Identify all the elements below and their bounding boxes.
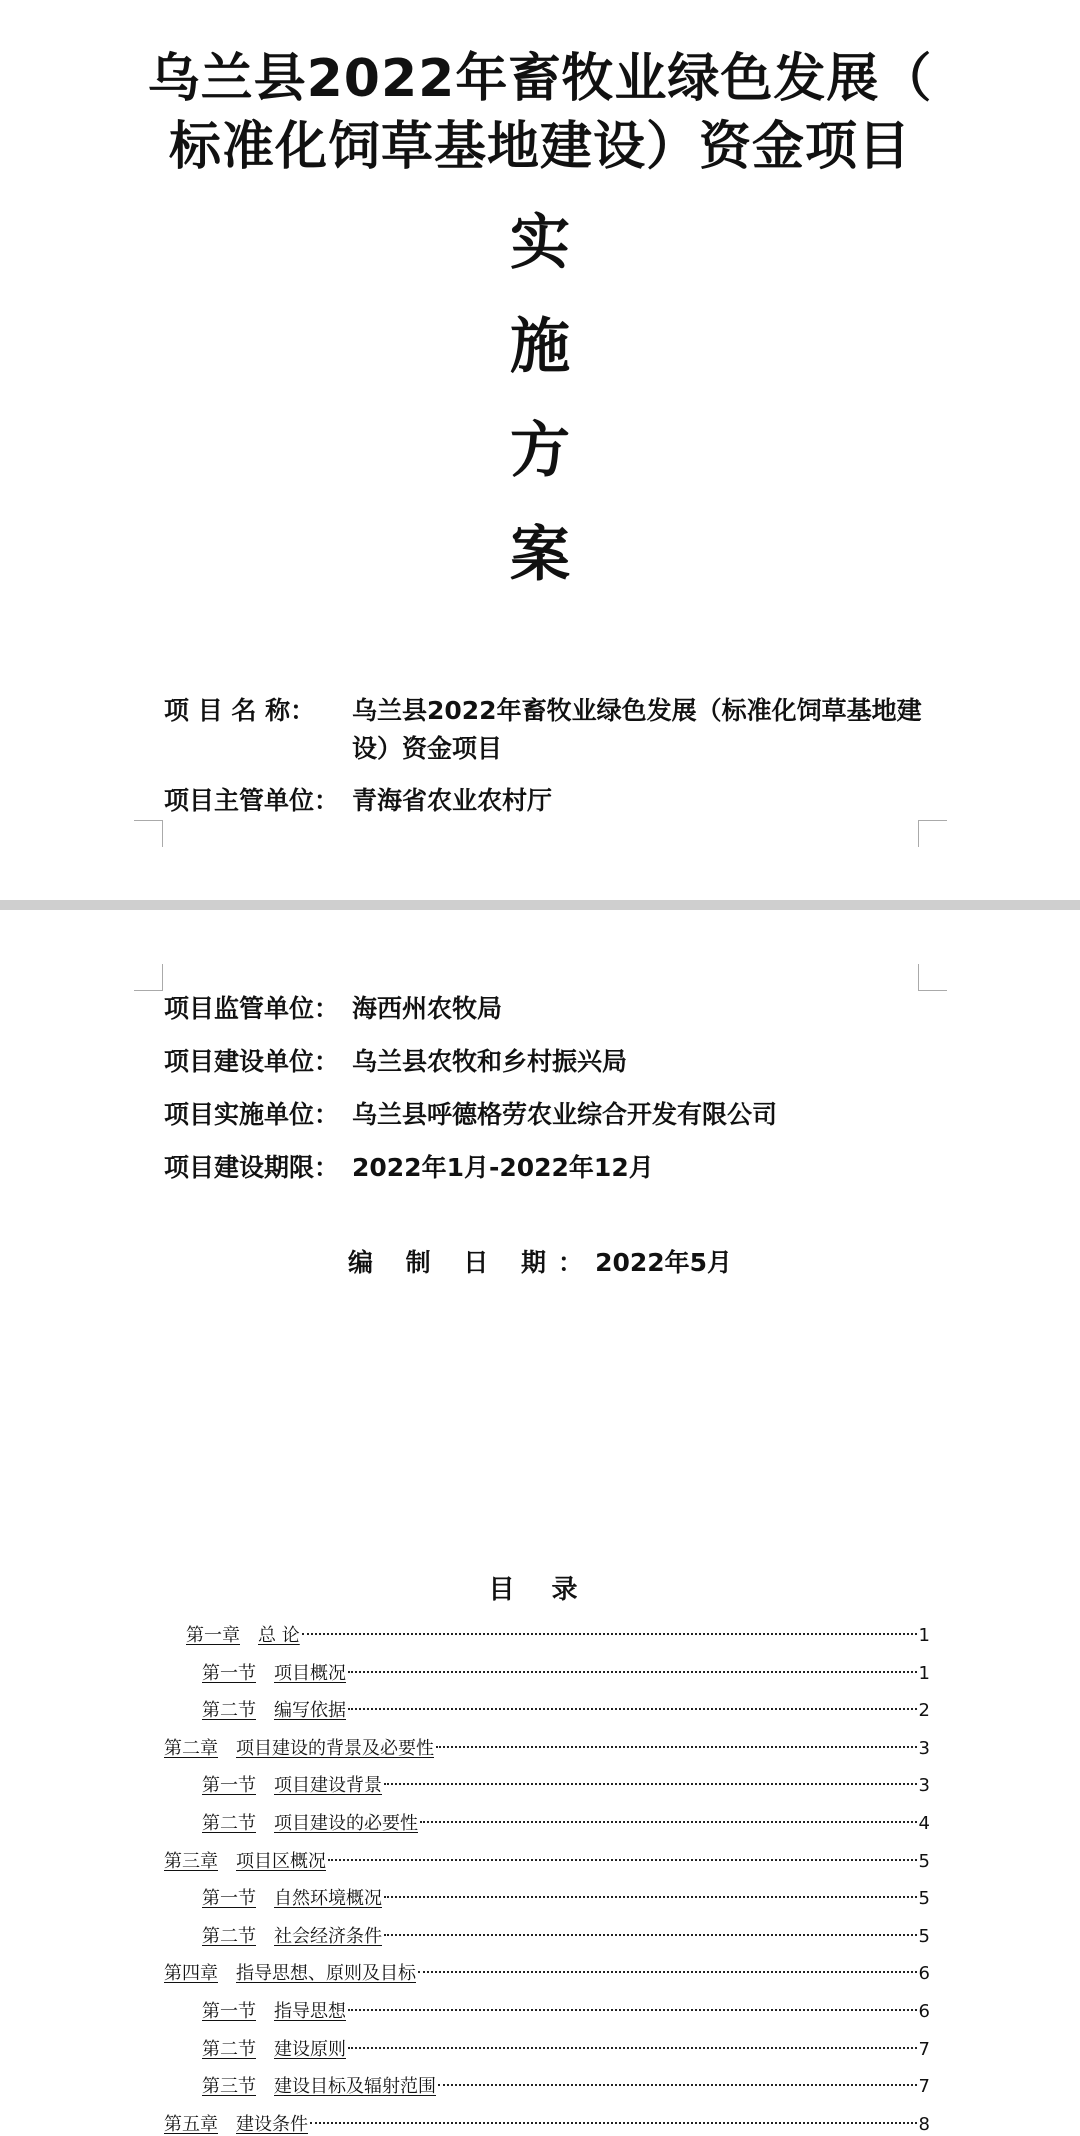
- toc-entry-page: 5: [918, 1888, 930, 1910]
- toc-entry-number: 第三章: [164, 1850, 218, 1872]
- toc-entry-number: 第二节: [202, 2038, 256, 2060]
- toc-entry-page: 8: [918, 2113, 930, 2135]
- toc-dot-leader: [348, 1669, 917, 1673]
- toc-dot-leader: [348, 2007, 917, 2011]
- toc-entry-number: 第五章: [164, 2113, 218, 2135]
- toc-entry-title: 项目建设背景: [274, 1775, 382, 1797]
- supervision-unit-label: 项目监管单位：: [164, 994, 340, 1023]
- toc-entry[interactable]: [202, 2073, 930, 2101]
- construction-period-row: [164, 1149, 922, 1187]
- toc-entry-title: 指导思想、原则及目标: [236, 1963, 416, 1985]
- toc-entry-number: 第二章: [164, 1737, 218, 1759]
- toc-entry[interactable]: [202, 1660, 930, 1688]
- page-separator: [0, 900, 1080, 910]
- toc-entry-title: 自然环境概况: [274, 1888, 382, 1910]
- toc-entry[interactable]: [164, 2111, 930, 2136]
- toc-entry-title: 项目建设的背景及必要性: [236, 1737, 434, 1759]
- toc-entry-title: 建设条件: [236, 2113, 308, 2135]
- toc-dot-leader: [302, 1631, 917, 1635]
- toc-dot-leader: [328, 1857, 917, 1861]
- toc-entry-title: 项目概况: [274, 1662, 346, 1684]
- supervision-unit-row: [164, 990, 922, 1028]
- toc-entry[interactable]: [164, 1848, 930, 1876]
- toc-dot-leader: [436, 1744, 917, 1748]
- toc-entry[interactable]: [202, 1697, 930, 1725]
- project-authority-value: 青海省农业农村厅: [352, 786, 553, 815]
- toc-entry[interactable]: [164, 1960, 930, 1988]
- toc-entry-title: 建设原则: [274, 2038, 346, 2060]
- toc-entry-title: 项目区概况: [236, 1850, 326, 1872]
- toc-dot-leader: [438, 2082, 917, 2086]
- toc-entry[interactable]: [186, 1622, 930, 1650]
- subtitle-char: 实: [510, 208, 570, 278]
- project-name-row: [164, 692, 922, 768]
- toc-entry[interactable]: [202, 1772, 930, 1800]
- toc-entry-number: 第一节: [202, 1888, 256, 1910]
- compile-date-value: 2022年5月: [595, 1248, 733, 1277]
- project-authority-row: [164, 782, 922, 820]
- project-authority-label: 项目主管单位：: [164, 786, 340, 815]
- construction-period-value: 2022年1月-2022年12月: [352, 1153, 654, 1182]
- toc-entry-page: 6: [918, 2001, 930, 2022]
- toc-entry[interactable]: [164, 1735, 930, 1763]
- implementation-unit-value: 乌兰县呼德格劳农业综合开发有限公司: [352, 1100, 778, 1129]
- toc-entry-page: 6: [918, 1963, 930, 1985]
- toc-dot-leader: [310, 2120, 917, 2124]
- subtitle-char: 施: [510, 312, 570, 382]
- subtitle-char: 案: [510, 520, 570, 590]
- margin-corner-mark: [134, 964, 163, 991]
- toc-entry[interactable]: [202, 1998, 930, 2026]
- document-title-line2: 标准化饲草基地建设）资金项目: [168, 117, 911, 177]
- toc-dot-leader: [384, 1932, 917, 1936]
- construction-unit-label: 项目建设单位：: [164, 1047, 340, 1076]
- construction-unit-row: [164, 1043, 922, 1081]
- toc-dot-leader: [384, 1894, 917, 1898]
- toc-entry-title: 指导思想: [274, 2001, 346, 2022]
- toc-entry-page: 5: [918, 1925, 930, 1947]
- toc-entry-number: 第二节: [202, 1813, 256, 1834]
- toc-dot-leader: [418, 1969, 917, 1973]
- toc-entry-title: 编写依据: [274, 1700, 346, 1722]
- construction-period-label: 项目建设期限：: [164, 1153, 340, 1182]
- cover-page: [0, 0, 1080, 900]
- toc-dot-leader: [348, 1706, 917, 1710]
- compile-date-label: 编 制 日 期：: [347, 1248, 596, 1277]
- margin-corner-mark: [134, 820, 163, 847]
- toc-entry-page: 7: [918, 2076, 930, 2098]
- toc-entry-number: 第一章: [186, 1625, 240, 1646]
- supervision-unit-value: 海西州农牧局: [352, 994, 503, 1023]
- toc-entry-number: 第四章: [164, 1963, 218, 1985]
- toc-entry-number: 第二节: [202, 1925, 256, 1947]
- document-title-line1: 乌兰县2022年畜牧业绿色发展（: [147, 49, 933, 109]
- toc-entry[interactable]: [202, 1810, 930, 1838]
- toc-entry-page: 1: [918, 1625, 930, 1646]
- toc-entry-number: 第三节: [202, 2076, 256, 2098]
- second-page: [0, 910, 1080, 2136]
- toc-entry-page: 7: [918, 2038, 930, 2060]
- toc-entry-page: 2: [918, 1700, 930, 1722]
- implementation-unit-row: [164, 1096, 922, 1134]
- margin-corner-mark: [918, 964, 947, 991]
- margin-corner-mark: [918, 820, 947, 847]
- toc-entry-title: 建设目标及辐射范围: [274, 2076, 436, 2098]
- implementation-unit-label: 项目实施单位：: [164, 1100, 340, 1129]
- project-name-value: 乌兰县2022年畜牧业绿色发展（标准化饲草基地建设）资金项目: [352, 696, 922, 763]
- toc-entry[interactable]: [202, 1885, 930, 1913]
- toc-entry-number: 第一节: [202, 1662, 256, 1684]
- toc-entry-page: 1: [918, 1662, 930, 1684]
- toc-dot-leader: [384, 1781, 917, 1785]
- toc-entry-page: 5: [918, 1850, 930, 1872]
- toc-entry-title: 社会经济条件: [274, 1925, 382, 1947]
- toc-entry[interactable]: [202, 2036, 930, 2064]
- project-name-label: 项 目 名 称：: [164, 696, 316, 725]
- toc-entry-page: 4: [918, 1813, 930, 1834]
- toc-entry-page: 3: [918, 1737, 930, 1759]
- toc-entry-number: 第一节: [202, 1775, 256, 1797]
- toc-entry-page: 3: [918, 1775, 930, 1797]
- construction-unit-value: 乌兰县农牧和乡村振兴局: [352, 1047, 628, 1076]
- toc-dot-leader: [348, 2045, 917, 2049]
- subtitle-char: 方: [510, 416, 570, 486]
- toc-entry[interactable]: [202, 1923, 930, 1951]
- toc-entry-title: 总 论: [258, 1625, 300, 1646]
- toc-entry-number: 第一节: [202, 2001, 256, 2022]
- toc-dot-leader: [420, 1819, 917, 1823]
- compile-date: [0, 1244, 1080, 1282]
- toc-entry-number: 第二节: [202, 1700, 256, 1722]
- toc-entry-title: 项目建设的必要性: [274, 1813, 418, 1834]
- toc-title: 目 录: [488, 1575, 592, 1605]
